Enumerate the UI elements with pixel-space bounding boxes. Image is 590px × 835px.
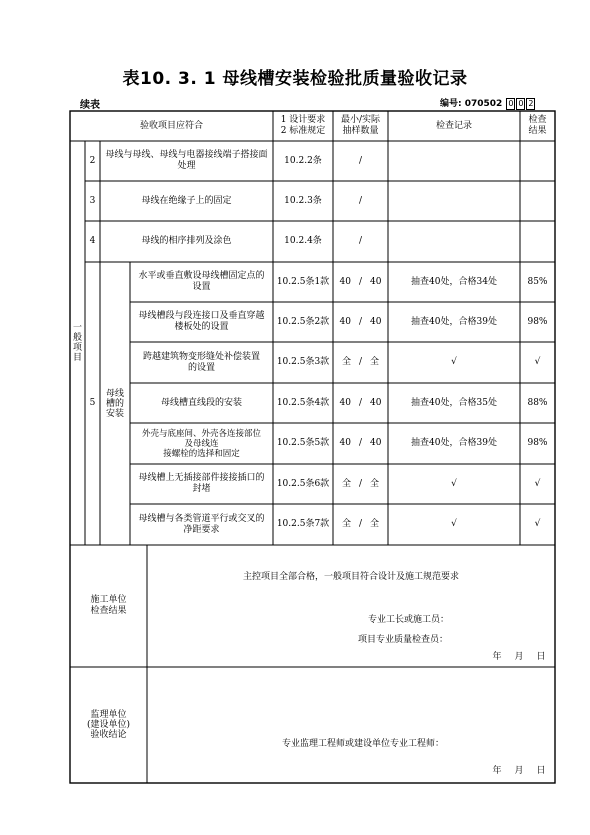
date-month: 月 xyxy=(514,651,524,662)
sub-item xyxy=(130,504,273,545)
row5-label xyxy=(100,262,130,545)
sub-record: 抽查40处，合格35处 xyxy=(411,397,497,408)
row-sample: / xyxy=(358,236,363,246)
header-result-line: 检查 xyxy=(528,115,547,125)
row-number: 5 xyxy=(89,398,96,408)
sub-record: 抽查40处，合格39处 xyxy=(411,316,497,327)
sub-item-line: 封堵 xyxy=(192,484,211,494)
date-year: 年 xyxy=(492,651,502,662)
date-day: 日 xyxy=(536,651,546,662)
sub-sample xyxy=(333,504,388,545)
page-title: 表10. 3. 1 母线槽安装检验批质量验收记录 xyxy=(122,69,468,89)
construction-label-line: 施工单位 xyxy=(90,595,127,605)
sample-actual: 全 xyxy=(370,519,380,529)
sub-result: 85% xyxy=(527,276,548,287)
sub-result: 88% xyxy=(527,397,548,408)
sub-sample xyxy=(333,342,388,383)
supervision-date xyxy=(488,764,550,778)
sub-item-line: 外壳与底座间、外壳各连接部位 xyxy=(141,428,261,439)
sample-actual: 40 xyxy=(370,438,382,448)
sample-actual: 40 xyxy=(370,276,382,287)
sub-item-line: 的设置 xyxy=(187,362,215,373)
sample-planned: 40 xyxy=(339,316,351,327)
sub-item xyxy=(130,464,273,504)
header-result xyxy=(520,111,555,141)
sub-clause: 10.2.5条4款 xyxy=(276,397,330,408)
sample-separator: / xyxy=(358,478,363,489)
sub-item xyxy=(130,262,273,302)
inspector-signature-label: 项目专业质量检查员： xyxy=(358,634,449,645)
header-design xyxy=(273,111,333,141)
foreman-signature-label: 专业工长或施工员： xyxy=(368,614,450,625)
sub-item-line: 设置 xyxy=(192,282,211,292)
group-label-char: 目 xyxy=(72,353,82,363)
sub-sample xyxy=(333,464,388,504)
sub-item: 母线槽直线段的安装 xyxy=(160,397,242,408)
supervision-label-line: 验收结论 xyxy=(90,730,127,740)
row5-label-line: 槽的 xyxy=(105,398,124,409)
code-box: 0 xyxy=(508,99,514,108)
sub-item-line: 母线槽段与段连接口及垂直穿越 xyxy=(138,311,265,321)
header-item: 验收项目应符合 xyxy=(139,120,203,131)
sub-clause: 10.2.5条1款 xyxy=(276,276,330,287)
date-year: 年 xyxy=(492,765,502,776)
construction-summary: 主控项目全部合格，一般项目符合设计及施工规范要求 xyxy=(242,571,459,582)
sub-item-line: 母线槽上无插接部件接接插口的 xyxy=(138,473,265,483)
sub-clause: 10.2.5条7款 xyxy=(276,519,330,529)
row-item-line: 母线与母线、母线与电器接线端子搭接面 xyxy=(105,150,268,160)
sub-item-line: 接螺栓的选择和固定 xyxy=(163,448,240,459)
row-number: 4 xyxy=(89,236,96,246)
row-item: 母线在绝缘子上的固定 xyxy=(141,195,232,206)
row5-label-line: 母线 xyxy=(105,388,124,399)
sample-separator: / xyxy=(358,316,363,327)
supervisor-signature-label: 专业监理工程师或建设单位专业工程师： xyxy=(282,738,445,749)
sample-planned: 全 xyxy=(341,478,351,489)
header-design-line: 1 设计要求 xyxy=(280,115,326,125)
row-clause: 10.2.2条 xyxy=(284,155,322,166)
row5-label-line: 安装 xyxy=(105,408,124,419)
sub-item xyxy=(130,423,273,464)
sub-result: √ xyxy=(534,519,541,529)
header-sample xyxy=(333,111,388,141)
sub-result: 98% xyxy=(527,438,548,448)
header-sample-line: 最小/实际 xyxy=(340,115,381,125)
sub-record: 抽查40处，合格39处 xyxy=(411,438,497,448)
sample-separator: / xyxy=(358,397,363,408)
sub-record: √ xyxy=(451,357,457,367)
sub-result: 98% xyxy=(527,316,548,327)
sample-separator: / xyxy=(358,519,363,529)
sub-item-line: 净距要求 xyxy=(183,524,220,535)
code-box: 2 xyxy=(528,99,534,108)
group-label-char: 般 xyxy=(72,333,82,343)
sub-item-line: 及母线连 xyxy=(184,438,219,449)
continued-label: 续表 xyxy=(80,100,100,111)
sample-planned: 40 xyxy=(339,397,351,408)
sample-actual: 40 xyxy=(370,316,382,327)
header-sample-line: 抽样数量 xyxy=(342,126,379,136)
construction-label xyxy=(70,545,147,667)
sample-separator: / xyxy=(358,438,363,448)
construction-label-line: 检查结果 xyxy=(90,606,127,616)
sample-planned: 全 xyxy=(341,357,351,367)
sub-clause: 10.2.5条6款 xyxy=(276,478,330,489)
sub-item xyxy=(130,342,273,383)
sub-record: 抽查40处，合格34处 xyxy=(411,276,497,287)
group-label-char: 项 xyxy=(72,343,82,353)
sub-record: √ xyxy=(451,478,457,489)
sub-sample xyxy=(333,302,388,342)
sub-clause: 10.2.5条2款 xyxy=(276,316,330,327)
sample-planned: 40 xyxy=(339,438,351,448)
sample-actual: 全 xyxy=(370,478,380,489)
header-design-line: 2 标准规定 xyxy=(280,126,326,136)
supervision-label xyxy=(70,667,147,783)
header-result-line: 结果 xyxy=(528,126,547,136)
date-day: 日 xyxy=(536,765,546,776)
sub-item-line: 水平或垂直敷设母线槽固定点的 xyxy=(138,271,265,281)
code-box: 0 xyxy=(518,99,524,108)
code-prefix: 070502 xyxy=(464,99,503,109)
supervision-label-line: 监理单位 xyxy=(90,710,127,720)
sample-planned: 全 xyxy=(341,519,351,529)
group-label xyxy=(70,141,85,545)
date-month: 月 xyxy=(514,765,524,776)
sub-record: √ xyxy=(451,519,457,529)
sample-actual: 40 xyxy=(370,397,382,408)
sub-sample xyxy=(333,262,388,302)
row-item xyxy=(100,141,273,181)
row-item-line: 处理 xyxy=(177,161,196,171)
sample-planned: 40 xyxy=(339,276,351,287)
sub-item xyxy=(130,302,273,342)
sample-separator: / xyxy=(358,276,363,287)
row-sample: / xyxy=(358,195,363,206)
sub-clause: 10.2.5条3款 xyxy=(276,357,330,367)
header-record: 检查记录 xyxy=(435,120,472,131)
sub-sample xyxy=(333,423,388,464)
code-label: 编号: xyxy=(440,99,462,109)
row-sample: / xyxy=(358,155,363,166)
sub-sample xyxy=(333,383,388,423)
sub-result: √ xyxy=(534,357,541,367)
row-clause: 10.2.3条 xyxy=(284,195,322,206)
row-number: 2 xyxy=(89,155,96,166)
sample-actual: 全 xyxy=(370,357,380,367)
row-item: 母线的相序排列及涂色 xyxy=(141,236,232,246)
sample-separator: / xyxy=(358,357,363,367)
sub-result: √ xyxy=(534,478,541,489)
sub-item-line: 跨越建筑物变形缝处补偿装置 xyxy=(142,351,260,362)
sub-clause: 10.2.5条5款 xyxy=(276,438,330,448)
sub-item-line: 楼板处的设置 xyxy=(174,322,229,332)
row-clause: 10.2.4条 xyxy=(284,236,322,246)
supervision-label-line: (建设单位) xyxy=(86,720,131,730)
group-label-char: 一 xyxy=(72,323,82,333)
sub-item-line: 母线槽与各类管道平行或交叉的 xyxy=(138,513,265,524)
construction-date xyxy=(488,650,550,664)
row-number: 3 xyxy=(89,195,96,206)
